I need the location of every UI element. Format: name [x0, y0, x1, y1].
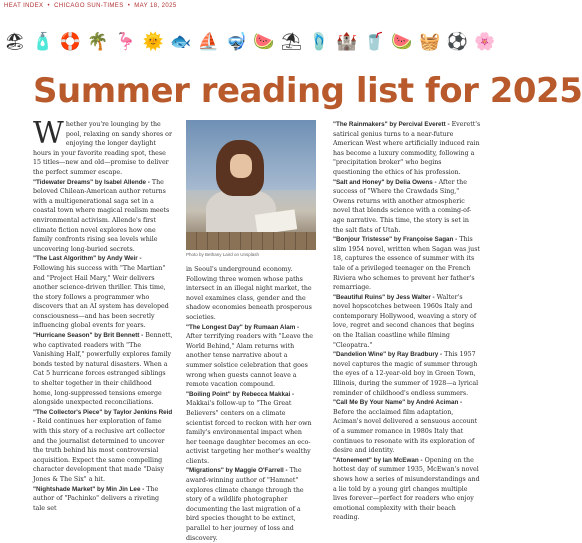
- drop-cap: W: [33, 116, 64, 151]
- book-entry: "The Longest Day" by Rumaan Alam - After terrifying readers with "Leave the World Behind," Alam returns with another tense narrative about a summer solstice celebration that goes wrong when guests cannot leave a remote vacation compound.: [186, 323, 313, 389]
- book-title: "The Last Algorithm" by Andy Weir -: [33, 255, 142, 263]
- book-entry: "Dandelion Wine" by Ray Bradbury - This 1957 novel captures the magic of summer through the eyes of a 12-year-old boy in Green Town, Illinois, during the summer of 1928—a lyrical reminder of childhood's endless summers.: [333, 351, 479, 397]
- summer-icon-strip: [4, 28, 496, 56]
- book-entry: "Tidewater Dreams" by Isabel Allende - The beloved Chilean-American author returns with a multigenerational saga set in a coastal town where magical realism meets environmental activism. Allende's first climate fiction novel explores how one family confronts rising sea levels while uncovering long-buried secrets.: [33, 178, 170, 253]
- sailboat-icon: ⛵: [197, 32, 220, 52]
- book-title: "Nightshade Market" by Min Jin Lee -: [33, 485, 145, 493]
- book-title: "Tidewater Dreams" by Isabel Allende -: [33, 178, 150, 186]
- header-separator: •: [127, 3, 131, 9]
- book-entry: "Bonjour Tristesse" by Françoise Sagan - This slim 1954 novel, written when Sagan was just 18, captures the essence of summer with its tale of a privileged teenager on the French Riviera who schemes to prevent her father's remarriage.: [333, 236, 480, 292]
- book-title: "Salt and Honey" by Delia Owens -: [333, 178, 437, 186]
- book-entry: "Boiling Point" by Rebecca Makkai - Makkai's follow-up to "The Great Believers" centers on a climate scientist forced to reckon with her own family's environmental impact when her teenage daughter becomes an eco-activist targeting her mother's wealthy clients.: [186, 390, 312, 465]
- book-title: "Dandelion Wine" by Ray Bradbury -: [333, 351, 443, 359]
- book-title: "Beautiful Ruins" by Jess Walter -: [333, 293, 435, 301]
- fish-icon: 🐟: [170, 32, 192, 52]
- article-column-3: [333, 120, 481, 523]
- life-ring-icon: 🛟: [59, 32, 81, 52]
- flamingo-icon: 🦩: [114, 32, 137, 52]
- book-title: "The Longest Day" by Rumaan Alam -: [186, 323, 300, 331]
- book-title: "Boiling Point" by Rebecca Makkai -: [186, 390, 295, 398]
- sandcastle-icon: 🏰: [336, 32, 358, 52]
- book-entry: "Migrations" by Maggie O'Farrell - The award-winning author of "Hamnet" explores climate change through the story of a wildlife photographer documenting the last migration of a bird species thought to be extinct, parallel to her journey of loss and discovery.: [186, 467, 304, 542]
- reading-woman-photo: [186, 120, 316, 250]
- book-entry: "Nightshade Market" by Min Jin Lee - The author of "Pachinko" delivers a riveting tale set: [33, 485, 160, 512]
- book-entry: "Call Me By Your Name" by André Aciman - Before the acclaimed film adaptation, Aciman's novel delivered a sensuous account of a summer romance in 1980s Italy that continues to resonate with its exploration of desire and identity.: [333, 399, 478, 455]
- book-entry: "Salt and Honey" by Delia Owens - After the success of "Where the Crawdads Sing," Owens returns with another atmospheric novel that blends science with a coming-of-age narrative. This time, the story is set in the salt flats of Utah.: [333, 178, 472, 234]
- book-title: "Call Me By Your Name" by André Aciman -: [333, 399, 463, 407]
- book-title: "Atonement" by Ian McEwan -: [333, 456, 423, 464]
- drink-icon: 🥤: [363, 32, 385, 52]
- book-title: "Migrations" by Maggie O'Farrell -: [186, 467, 288, 475]
- flower-icon: 🌸: [474, 32, 496, 52]
- issue-date: MAY 18, 2025: [134, 3, 177, 9]
- section-name: HEAT INDEX: [4, 3, 44, 9]
- sandals-icon: 🩴: [308, 32, 330, 52]
- page-title: Summer reading list for 2025: [33, 71, 582, 111]
- palm-tree-icon: 🌴: [87, 32, 109, 52]
- book-entry: "The Collector's Piece" by Taylor Jenkins Reid - Reid continues her exploration of fame with this story of a reclusive art collector and the journalist determined to uncover the truth behind his most controversial acquisition. Expect the same compelling character development that made "Daisy Jones & The Six" a hit.: [33, 408, 173, 483]
- watermelon-slice-icon: 🍉: [391, 32, 413, 52]
- beach-ball-icon: ⚽: [446, 32, 468, 52]
- book-entry: "Beautiful Ruins" by Jess Walter - Walter's novel hopscotches between 1960s Italy and contemporary Hollywood, weaving a story of love, regret and second chances that begins on the Italian coastline while filming "Cleopatra.": [333, 293, 477, 349]
- continued-paragraph: in Seoul's underground economy. Following three women whose paths intersect in an illegal night market, the novel examines class, gender and the shadow economies beneath prosperous societies.: [186, 266, 312, 321]
- basket-icon: 🧺: [419, 32, 441, 52]
- book-title: "The Rainmakers" by Percival Everett -: [333, 121, 450, 128]
- book-title: "Hurricane Season" by Brit Bennett -: [33, 332, 144, 340]
- book-entry: "Atonement" by Ian McEwan - Opening on the hottest day of summer 1935, McEwan's novel shows how a series of misunderstandings and a lie told by a young girl changes multiple lives forever—perfect for readers who enjoy emotional complexity with their beach reading.: [333, 456, 480, 522]
- umbrella-icon: ⛱: [280, 32, 303, 52]
- article-column-2: [186, 265, 314, 543]
- flippers-icon: 🤿: [225, 32, 247, 52]
- newspaper-name: CHICAGO SUN-TIMES: [54, 3, 124, 9]
- watermelon-icon: 🍉: [253, 32, 275, 52]
- book-title: "Bonjour Tristesse" by Françoise Sagan -: [333, 236, 458, 244]
- sunscreen-icon: 🧴: [32, 32, 54, 52]
- beach-icon: 🏖: [4, 32, 26, 52]
- page-header: [4, 3, 304, 13]
- book-entry: "The Last Algorithm" by Andy Weir - Following his success with "The Martian" and "Project Hail Mary," Weir delivers another science-driven thriller. This time, the story follows a programmer who discovers that an AI system has developed consciousness—and has been secretly influencing global events for years.: [33, 255, 169, 330]
- header-separator: •: [47, 3, 51, 9]
- book-entry: "Hurricane Season" by Brit Bennett - Bennett, who captivated readers with "The Vanishing Half," powerfully explores family bonds tested by natural disasters. When a Cat 5 hurricane forces estranged siblings to shelter together in their childhood home, long-suppressed tensions emerge alongside unexpected reconciliations.: [33, 332, 173, 407]
- photo-caption: Photo by Bethany Laird on Unsplash: [186, 252, 260, 257]
- article-column-1: [33, 116, 173, 513]
- book-title: "The Collector's Piece" by Taylor Jenkins Reid -: [33, 408, 173, 426]
- book-entry: "The Rainmakers" by Percival Everett - Everett's satirical genius turns to a near-future American West where artificially induced rain has become a luxury commodity, following a "precipitation broker" who begins questioning the ethics of his profession.: [333, 121, 481, 176]
- sun-icon: 🌞: [142, 32, 164, 52]
- intro-paragraph: Whether you're lounging by the pool, relaxing on sandy shores or enjoying the longer daylight hours in your favorite reading spot, these 15 titles—new and old—promise to deliver the perfect summer escape.: [33, 116, 172, 176]
